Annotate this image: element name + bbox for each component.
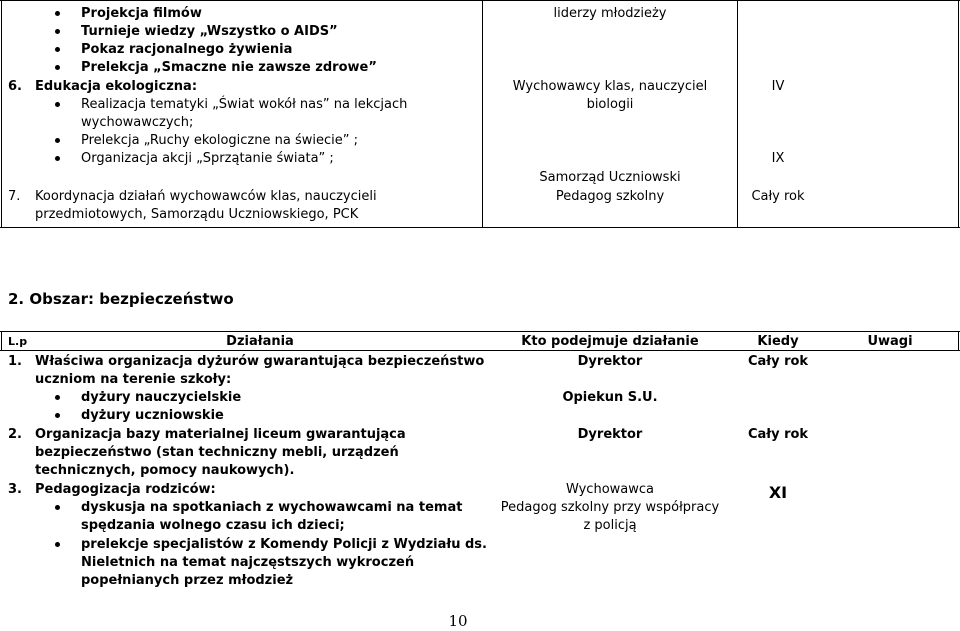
list-item: prelekcje specjalistów z Komendy Policji z Wydziału ds. [81,537,487,552]
table-border-right [958,331,959,351]
timing-text: Cały rok [747,354,809,369]
column-header-lp: L.p [8,335,28,348]
list-item: Realizacja tematyki „Świat wokół nas” na lekcjach [81,97,408,112]
action-text: Właściwa organizacja dyżurów gwarantująca bezpieczeństwo [35,354,485,369]
item-number: 6. [8,79,22,94]
timing-text: IV [771,79,785,94]
list-item: dyżury uczniowskie [81,408,224,423]
list-item-continuation: spędzania wolnego czasu ich dzieci; [81,518,345,533]
column-header-notes: Uwagi [867,334,913,349]
page-number: 10 [448,612,468,630]
table-border-left [1,0,2,228]
header-divider [0,350,960,351]
action-text: technicznych, pomocy naukowych). [35,463,295,478]
list-item-continuation: wychowawczych; [81,115,194,130]
table-border-top [0,331,960,332]
table-border-top [0,0,960,1]
list-item: Turnieje wiedzy „Wszystko o AIDS” [81,24,338,39]
action-text: Pedagogizacja rodziców: [35,482,216,497]
column-header-when: Kiedy [757,334,799,349]
responsible-text: Wychowawca [565,482,654,497]
table-border-right [958,0,959,228]
timing-text: Cały rok [747,427,809,442]
row-number: 1. [8,354,22,369]
action-text: uczniom na terenie szkoły: [35,372,232,387]
responsible-text: Dyrektor [577,427,643,442]
responsible-text: z policją [583,518,637,533]
responsible-text: Pedagog szkolny [555,189,665,204]
list-item: dyżury nauczycielskie [81,390,242,405]
list-item: Organizacja akcji „Sprzątanie świata” ; [81,151,334,166]
item-text: Koordynacja działań wychowawców klas, nauczycieli [35,189,377,204]
list-item: Projekcja filmów [81,6,202,21]
list-item: Prelekcja „Ruchy ekologiczne na świecie” ; [81,133,358,148]
responsible-text: Dyrektor [577,354,643,369]
timing-text: Cały rok [751,189,805,204]
list-item: dyskusja na spotkaniach z wychowawcami na temat [81,500,463,515]
section-heading: 2. Obszar: bezpieczeństwo [8,290,234,308]
responsible-text: Pedagog szkolny przy współpracy [500,500,720,515]
responsible-text: liderzy młodzieży [553,6,667,21]
item-number: 7. [8,189,21,204]
column-header-actions: Działania [226,334,294,349]
action-text: bezpieczeństwo (stan techniczny mebli, urządzeń [35,445,399,460]
list-item: Pokaz racjonalnego żywienia [81,42,293,57]
responsible-text: Samorząd Uczniowski [539,170,681,185]
item-title: Edukacja ekologiczna: [35,79,198,94]
list-item: Prelekcja „Smaczne nie zawsze zdrowe” [81,60,377,75]
table-border-bottom [0,227,960,228]
row-number: 3. [8,482,22,497]
responsible-text: biologii [586,97,634,112]
action-text: Organizacja bazy materialnej liceum gwarantująca [35,427,406,442]
column-header-who: Kto podejmuje działanie [521,334,699,349]
responsible-text: Wychowawcy klas, nauczyciel [512,79,708,94]
timing-text: IX [771,151,785,166]
row-number: 2. [8,427,22,442]
list-item-continuation: popełnianych przez młodzież [81,573,294,588]
list-item-continuation: Nieletnich na temat najczęstszych wykroczeń [81,555,415,570]
responsible-text: Opiekun S.U. [562,390,658,405]
item-text: przedmiotowych, Samorządu Uczniowskiego, PCK [35,207,359,222]
table-border-left [1,331,2,351]
timing-text: XI [768,483,788,502]
